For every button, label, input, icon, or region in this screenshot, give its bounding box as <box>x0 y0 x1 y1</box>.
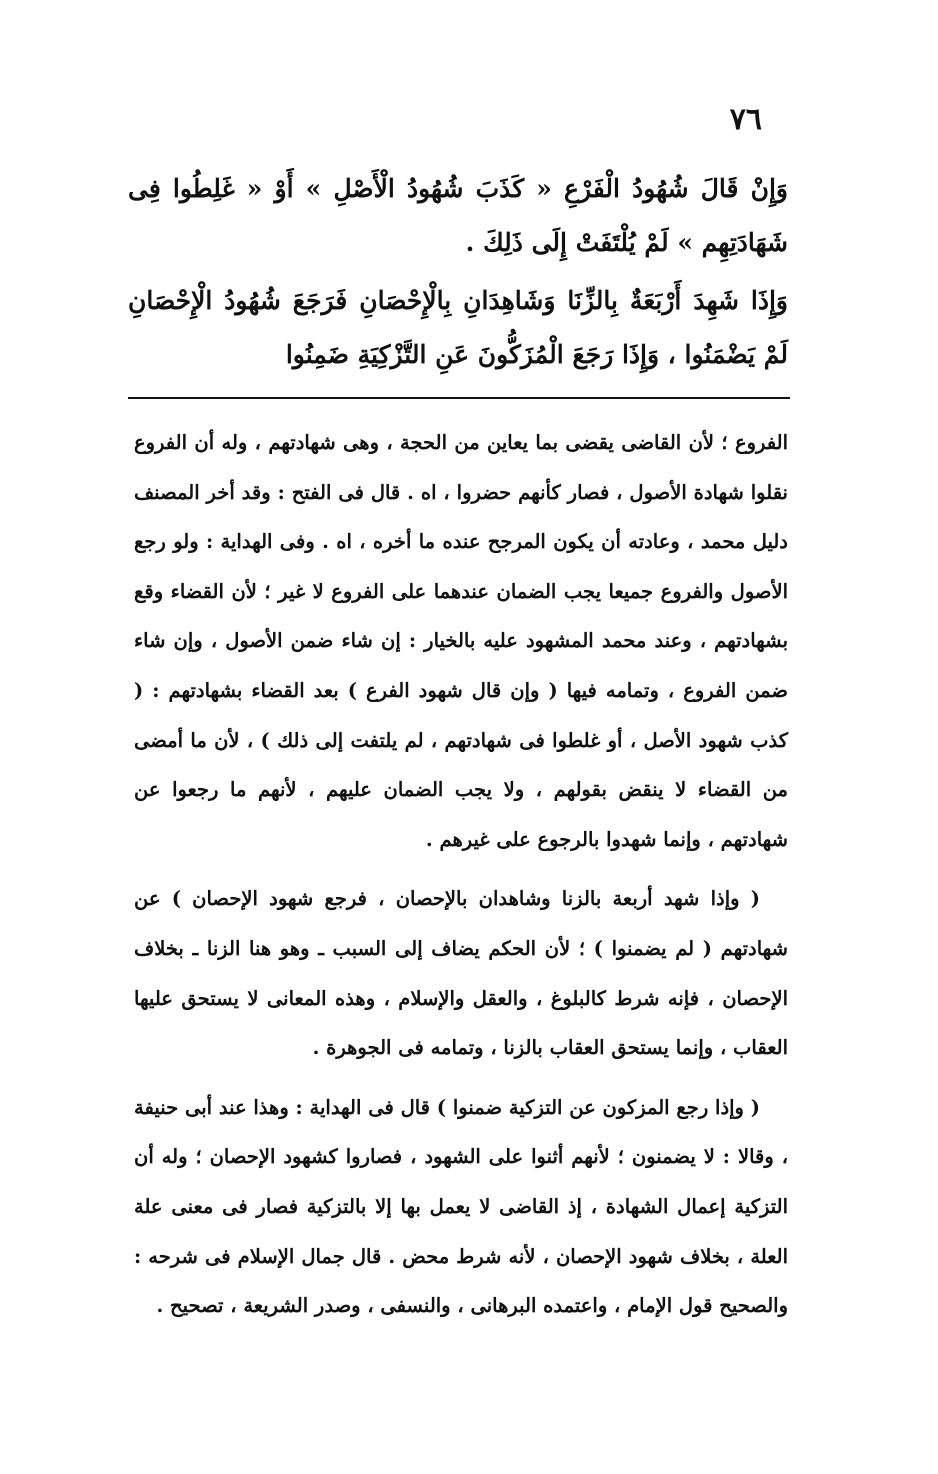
page-number: ٧٦ <box>729 102 762 137</box>
commentary-paragraph: ( وإذا رجع المزكون عن التزكية ضمنوا ) قال فى الهداية : وهذا عند أبى حنيفة ، وقالا : لا يضمنون ؛ لأنهم أثنوا على الشهود ، فصاروا كشهود الإحصان ؛ وله أن التزكية إعمال الشهادة ، إذ القاضى لا يعمل بها إلا بالتزكية فصار فى معنى علة العلة ، بخلاف شهود الإحصان ، لأنه شرط محض . قال جمال الإسلام فى شرحه : والصحيح قول الإمام ، واعتمده البرهانى ، والنسفى ، وصدر الشريعة ، تصحيح . <box>134 1095 788 1318</box>
separator-rule <box>128 397 790 399</box>
commentary-paragraph: الفروع ؛ لأن القاضى يقضى بما يعاين من الحجة ، وهى شهادتهم ، وله أن الفروع نقلوا شهادة الأصول ، فصار كأنهم حضروا ، اه . قال فى الفتح : وقد أخر المصنف دليل محمد ، وعادته أن يكون المرجح عنده ما أخره ، اه . وفى الهداية : ولو رجع الأصول والفروع جميعا يجب الضمان عندهما على الفروع لا غير ؛ لأن القضاء وقع بشهادتهم ، وعند محمد المشهود عليه بالخيار : إن شاء ضمن الأصول ، وإن شاء ضمن الفروع ، وتمامه فيها ( وإن قال شهود الفرع ) بعد القضاء بشهادتهم : ( كذب شهود الأصل ، أو غلطوا فى شهادتهم ، لم يلتفت إلى ذلك ) ، لأن ما أمضى من القضاء لا ينقض بقولهم ، ولا يجب الضمان عليهم ، لأنهم ما رجعوا عن شهادتهم ، وإنما شهدوا بالرجوع على غيرهم . <box>134 431 788 851</box>
main-text <box>128 162 788 382</box>
main-text-paragraph: وَإِنْ قَالَ شُهُودُ الْفَرْعِ « كَذَبَ شُهُودُ الْأَصْلِ » أَوْ « غَلِطُوا فِى شَهَادَتِهِم » لَمْ يُلْتَفَتْ إِلَى ذَلِكَ . <box>128 174 788 257</box>
commentary-paragraph: ( وإذا شهد أربعة بالزنا وشاهدان بالإحصان ، فرجع شهود الإحصان ) عن شهادتهم ( لم يضمنوا ) ؛ لأن الحكم يضاف إلى السبب ـ وهو هنا الزنا ـ بخلاف الإحصان ، فإنه شرط كالبلوغ ، والعقل والإسلام ، وهذه المعانى لا يستحق عليها العقاب ، وإنما يستحق العقاب بالزنا ، وتمامه فى الجوهرة . <box>134 887 788 1060</box>
main-text-paragraph: وَإِذَا شَهِدَ أَرْبَعَةٌ بِالزِّنَا وَشَاهِدَانِ بِالْإِحْصَانِ فَرَجَعَ شُهُودُ الْإِحْصَانِ لَمْ يَضْمَنُوا ، وَإِذَا رَجَعَ الْمُزَكُّونَ عَنِ التَّزْكِيَةِ ضَمِنُوا <box>128 286 788 369</box>
commentary-text <box>134 418 788 1331</box>
